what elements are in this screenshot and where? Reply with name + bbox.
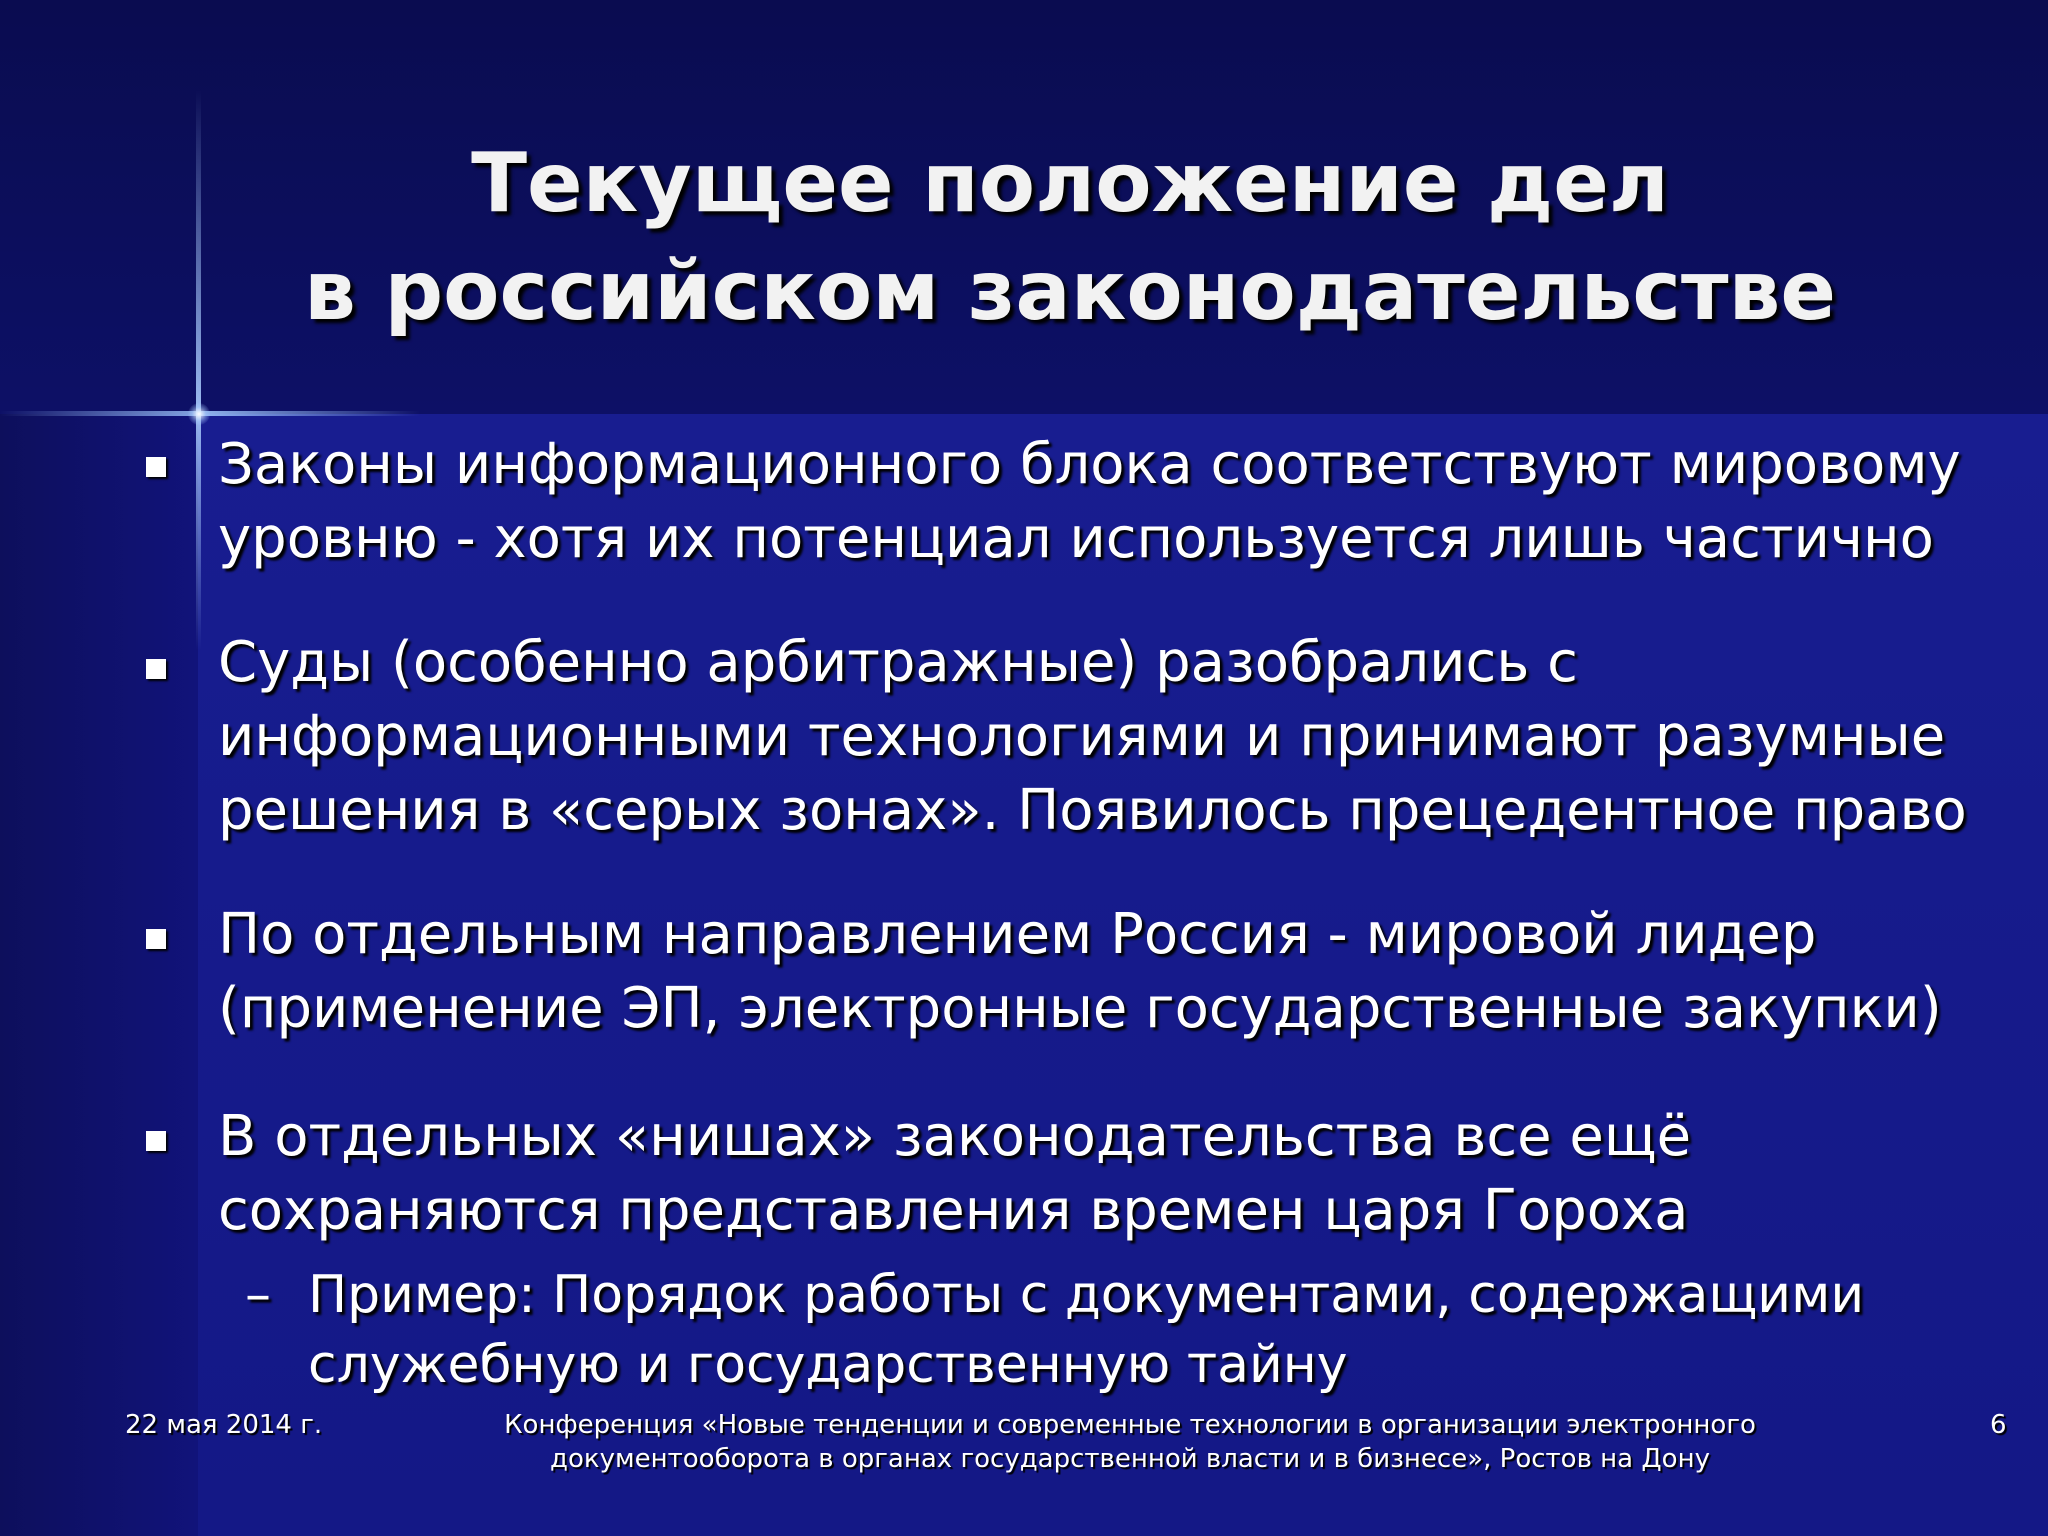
bullet-item-4 bbox=[218, 1100, 1978, 1248]
bullet-2-line-2: информационными технологиями и принимают разумные bbox=[218, 704, 1946, 769]
light-flare-vertical bbox=[196, 90, 201, 650]
bullet-1-line-2: уровню - хотя их потенциал используется лишь частично bbox=[218, 506, 1934, 571]
bullet-item-3 bbox=[218, 898, 1978, 1046]
light-flare-horizontal bbox=[0, 411, 420, 416]
square-bullet-icon bbox=[146, 929, 166, 949]
bullet-item-1 bbox=[218, 428, 1978, 576]
bullet-4-line-1: В отдельных «нишах» законодательства все ещё bbox=[218, 1104, 1692, 1169]
footer-conference-line-1: Конференция «Новые тенденции и современные технологии в организации электронного bbox=[504, 1410, 1756, 1440]
footer-conference bbox=[480, 1408, 1780, 1476]
page-number: 6 bbox=[1990, 1410, 2007, 1440]
footer-date: 22 мая 2014 г. bbox=[125, 1410, 323, 1440]
bullet-2-line-3: решения в «серых зонах». Появилось прецедентное право bbox=[218, 778, 1967, 843]
dash-bullet-icon: – bbox=[245, 1265, 271, 1325]
bullet-3-line-2: (применение ЭП, электронные государственные закупки) bbox=[218, 976, 1942, 1041]
square-bullet-icon bbox=[146, 659, 166, 679]
light-flare-icon bbox=[188, 403, 210, 425]
slide-title-line-2: в российском законодательстве bbox=[304, 244, 1836, 339]
sub-bullet-line-1: Пример: Порядок работы с документами, содержащими bbox=[308, 1265, 1865, 1325]
slide-title-line-1: Текущее положение дел bbox=[471, 136, 1669, 231]
slide-title bbox=[220, 130, 1920, 346]
bullet-3-line-1: По отдельным направлением Россия - мировой лидер bbox=[218, 902, 1817, 967]
bullet-2-line-1: Суды (особенно арбитражные) разобрались с bbox=[218, 630, 1578, 695]
bullet-4-line-2: сохраняются представления времен царя Гороха bbox=[218, 1178, 1689, 1243]
sub-bullet-line-2: служебную и государственную тайну bbox=[308, 1335, 1348, 1395]
footer-conference-line-2: документооборота в органах государственной власти и в бизнесе», Ростов на Дону bbox=[550, 1444, 1710, 1474]
bullet-1-line-1: Законы информационного блока соответствуют мировому bbox=[218, 432, 1961, 497]
sub-bullet-item bbox=[308, 1260, 1988, 1400]
square-bullet-icon bbox=[146, 457, 166, 477]
square-bullet-icon bbox=[146, 1131, 166, 1151]
bullet-item-2 bbox=[218, 626, 1978, 848]
